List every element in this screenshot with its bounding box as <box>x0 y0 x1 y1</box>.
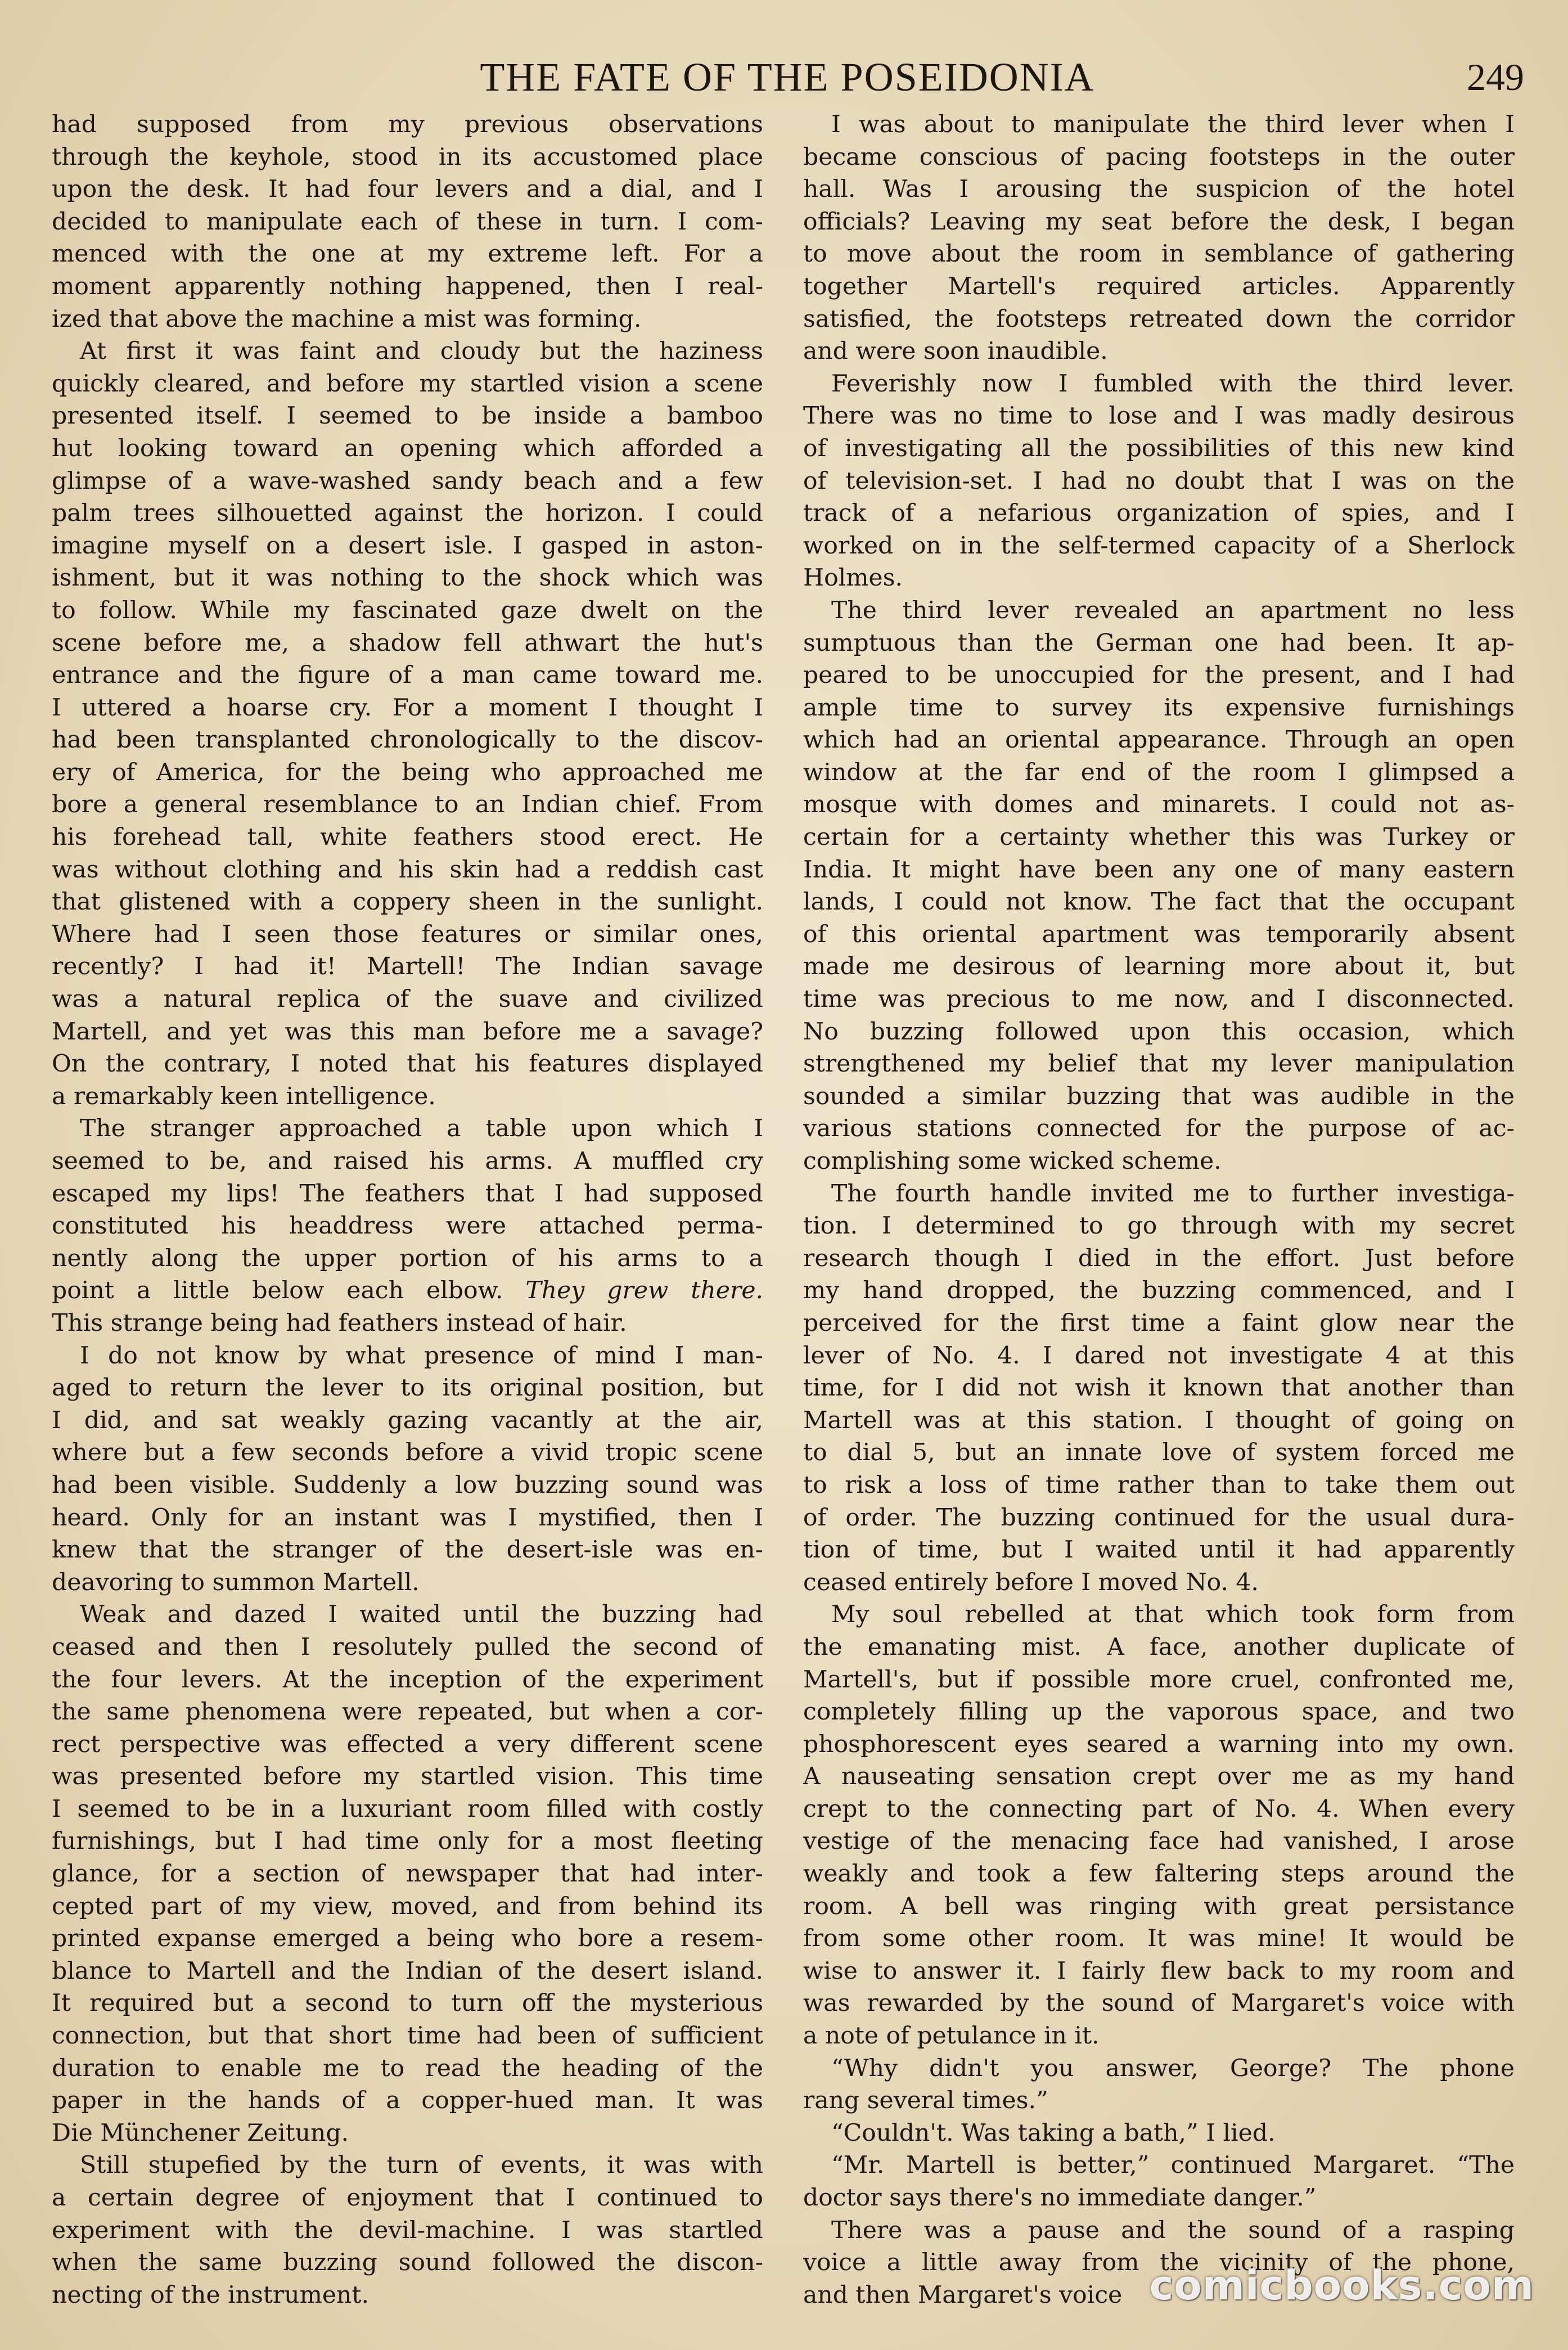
text-line: when the same buzzing sound followed the discon- <box>52 2249 763 2277</box>
text-line: constituted his headdress were attached perma- <box>52 1212 763 1240</box>
text-line: a certain degree of enjoyment that I continued to <box>52 2184 763 2212</box>
text-line: blance to Martell and the Indian of the desert island. <box>52 1957 763 1985</box>
text-line: ized that above the machine a mist was forming. <box>52 305 642 333</box>
text-line: crept to the connecting part of No. 4. When every <box>803 1795 1515 1823</box>
text-line: satisfied, the footsteps retreated down the corridor <box>803 305 1515 333</box>
text-line: hut looking toward an opening which afforded a <box>52 434 763 462</box>
text-line: time, for I did not wish it known that another than <box>803 1374 1515 1402</box>
text-line: to move about the room in semblance of gathering <box>803 240 1515 268</box>
text-line: necting of the instrument. <box>52 2281 369 2309</box>
text-line: nently along the upper portion of his arms to a <box>52 1244 763 1272</box>
text-line: No buzzing followed upon this occasion, which <box>803 1018 1515 1046</box>
text-line: ample time to survey its expensive furnishings <box>803 694 1515 722</box>
text-line: The third lever revealed an apartment no less <box>831 596 1515 624</box>
text-line: glance, for a section of newspaper that had inter- <box>52 1860 763 1888</box>
text-line: was rewarded by the sound of Margaret's voice with <box>803 1989 1515 2018</box>
text-line: scene before me, a shadow fell athwart the hut's <box>52 629 763 657</box>
text-line: time was precious to me now, and I disconnected. <box>803 985 1515 1014</box>
text-line: ceased and then I resolutely pulled the second of <box>52 1633 763 1661</box>
text-line: cepted part of my view, moved, and from behind its <box>52 1892 763 1920</box>
text-line: furnishings, but I had time only for a most fleeting <box>52 1827 763 1856</box>
text-line: imagine myself on a desert isle. I gasped in aston- <box>52 532 763 560</box>
text-line: various stations connected for the purpose of ac- <box>803 1115 1515 1143</box>
text-line: was without clothing and his skin had a reddish cast <box>52 856 763 884</box>
article-title: THE FATE OF THE POSEIDONIA <box>480 55 1095 100</box>
text-line: research though I died in the effort. Just before <box>803 1244 1515 1272</box>
text-line <box>52 1275 763 1307</box>
text-line: the same phenomena were repeated, but when a cor- <box>52 1698 763 1726</box>
text-line: the emanating mist. A face, another duplicate of <box>803 1633 1515 1661</box>
text-line: hall. Was I arousing the suspicion of the hotel <box>803 175 1515 204</box>
text-line: track of a nefarious organization of spies, and I <box>803 499 1515 528</box>
text-line: window at the far end of the room I glimpsed a <box>803 758 1515 786</box>
text-line: tion. I determined to go through with my secret <box>803 1212 1515 1240</box>
text-line: together Martell's required articles. Apparently <box>803 272 1515 300</box>
text-line: heard. Only for an instant was I mystified, then I <box>52 1503 763 1532</box>
text-line: to dial 5, but an innate love of system forced me <box>803 1439 1515 1467</box>
text-line: of investigating all the possibilities of this new kind <box>803 434 1515 462</box>
text-line: decided to manipulate each of these in turn. I com- <box>52 208 763 236</box>
text-line: deavoring to summon Martell. <box>52 1568 420 1596</box>
text-line: weakly and took a few faltering steps around the <box>803 1860 1515 1888</box>
text-line: “Why didn't you answer, George? The phone <box>831 2054 1515 2082</box>
text-line: lands, I could not know. The fact that the occupant <box>803 888 1515 916</box>
text-line: There was no time to lose and I was madly desirous <box>803 402 1515 430</box>
page-number: 249 <box>1467 56 1524 98</box>
text-line: Weak and dazed I waited until the buzzing had <box>80 1601 763 1629</box>
text-line: seemed to be, and raised his arms. A muffled cry <box>52 1147 763 1175</box>
text-line: I do not know by what presence of mind I man- <box>80 1341 763 1370</box>
text-line: palm trees silhouetted against the horizon. I could <box>52 499 763 528</box>
text-line: ceased entirely before I moved No. 4. <box>803 1568 1259 1596</box>
italic-phrase: They grew there. <box>525 1277 763 1305</box>
text-line: The stranger approached a table upon which I <box>80 1115 763 1143</box>
text-line: phosphorescent eyes seared a warning into my own. <box>803 1730 1515 1758</box>
text-line: duration to enable me to read the heading of the <box>52 2054 763 2082</box>
text-line: the four levers. At the inception of the experiment <box>52 1665 763 1694</box>
text-line: knew that the stranger of the desert-isle was en- <box>52 1536 763 1564</box>
running-header <box>0 46 1568 108</box>
text-line: aged to return the lever to its original position, but <box>52 1374 763 1402</box>
text-line: A nauseating sensation crept over me as my hand <box>803 1763 1515 1791</box>
text-line: strengthened my belief that my lever manipulation <box>803 1050 1515 1078</box>
text-line: menced with the one at my extreme left. For a <box>52 240 763 268</box>
text-line: had been transplanted chronologically to the discov- <box>52 726 763 754</box>
text-line: upon the desk. It had four levers and a dial, and I <box>52 175 763 204</box>
text-line: from some other room. It was mine! It would be <box>803 1925 1515 1953</box>
text-line: of this oriental apartment was temporarily absent <box>803 920 1515 948</box>
text-segment: point a little below each elbow. <box>52 1277 503 1305</box>
text-line: ishment, but it was nothing to the shock which was <box>52 564 763 592</box>
left-column <box>52 109 763 2311</box>
text-line: sounded a similar buzzing that was audible in the <box>803 1082 1515 1110</box>
text-line: At first it was faint and cloudy but the haziness <box>80 337 763 366</box>
text-line: I did, and sat weakly gazing vacantly at the air, <box>52 1406 763 1434</box>
text-line: that glistened with a coppery sheen in the sunlight. <box>52 888 763 916</box>
text-line: had been visible. Suddenly a low buzzing sound was <box>52 1471 763 1499</box>
text-line: presented itself. I seemed to be inside a bamboo <box>52 402 763 430</box>
text-line: My soul rebelled at that which took form from <box>831 1601 1515 1629</box>
text-line: to risk a loss of time rather than to take them out <box>803 1471 1515 1499</box>
text-line: entrance and the figure of a man came toward me. <box>52 661 763 690</box>
text-line: a remarkably keen intelligence. <box>52 1082 436 1110</box>
text-line: This strange being had feathers instead of hair. <box>52 1309 627 1337</box>
watermark: comicbooks.com <box>1149 2262 1534 2309</box>
text-line: recently? I had it! Martell! The Indian savage <box>52 953 763 981</box>
text-line: completely filling up the vaporous space, and two <box>803 1698 1515 1726</box>
text-line: officials? Leaving my seat before the desk, I began <box>803 208 1515 236</box>
text-line: “Couldn't. Was taking a bath,” I lied. <box>831 2119 1276 2147</box>
text-line: peared to be unoccupied for the present, and I had <box>803 661 1515 690</box>
text-line: bore a general resemblance to an Indian chief. From <box>52 791 763 819</box>
text-line: tion of time, but I waited until it had apparently <box>803 1536 1515 1564</box>
text-line: rang several times.” <box>803 2087 1048 2115</box>
text-line: had supposed from my previous observations <box>52 111 763 138</box>
text-line: and then Margaret's voice <box>803 2281 1123 2309</box>
text-line: made me desirous of learning more about it, but <box>803 953 1515 981</box>
text-line: certain for a certainty whether this was Turkey or <box>803 823 1515 852</box>
text-line: connection, but that short time had been of sufficient <box>52 2022 763 2050</box>
text-line: Where had I seen those features or similar ones, <box>52 920 763 948</box>
text-line: which had an oriental appearance. Through an open <box>803 726 1515 754</box>
text-line: became conscious of pacing footsteps in the outer <box>803 143 1515 171</box>
text-line: and were soon inaudible. <box>803 337 1108 366</box>
text-line: Martell's, but if possible more cruel, confronted me, <box>803 1665 1515 1694</box>
text-line: my hand dropped, the buzzing commenced, and I <box>803 1277 1515 1305</box>
text-line: vestige of the menacing face had vanished, I arose <box>803 1827 1515 1856</box>
text-line: Still stupefied by the turn of events, it was with <box>80 2151 763 2180</box>
text-line: Die Münchener Zeitung. <box>52 2119 349 2147</box>
text-line: mosque with domes and minarets. I could not as- <box>803 791 1515 819</box>
text-line: to follow. While my fascinated gaze dwelt on the <box>52 596 763 624</box>
right-column <box>803 109 1515 2311</box>
text-line: The fourth handle invited me to further investiga- <box>831 1179 1515 1208</box>
text-line: wise to answer it. I fairly flew back to my room and <box>803 1957 1515 1985</box>
text-line: I uttered a hoarse cry. For a moment I thought I <box>52 694 763 722</box>
text-line: Holmes. <box>803 564 903 592</box>
text-line: moment apparently nothing happened, then I real- <box>52 272 763 300</box>
text-line: Martell was at this station. I thought of going on <box>803 1406 1515 1434</box>
text-line: a note of petulance in it. <box>803 2022 1100 2050</box>
text-line: I was about to manipulate the third lever when I <box>831 111 1515 138</box>
text-line: was a natural replica of the suave and civilized <box>52 985 763 1014</box>
text-line: Martell, and yet was this man before me a savage? <box>52 1018 763 1046</box>
text-line: “Mr. Martell is better,” continued Margaret. “The <box>831 2151 1515 2180</box>
text-line: sumptuous than the German one had been. It ap- <box>803 629 1515 657</box>
text-line: was presented before my startled vision. This time <box>52 1763 763 1791</box>
text-line: printed expanse emerged a being who bore a resem- <box>52 1925 763 1953</box>
text-line: ery of America, for the being who approached me <box>52 758 763 786</box>
text-line: rect perspective was effected a very different scene <box>52 1730 763 1758</box>
text-line: doctor says there's no immediate danger.” <box>803 2184 1317 2212</box>
text-line: complishing some wicked scheme. <box>803 1147 1222 1175</box>
text-line: glimpse of a wave-washed sandy beach and a few <box>52 467 763 495</box>
text-line: There was a pause and the sound of a rasping <box>831 2216 1515 2244</box>
text-line: Feverishly now I fumbled with the third lever. <box>831 370 1515 398</box>
text-line: experiment with the devil-machine. I was startled <box>52 2216 763 2244</box>
text-line: where but a few seconds before a vivid tropic scene <box>52 1439 763 1467</box>
text-line: room. A bell was ringing with great persistance <box>803 1892 1515 1920</box>
text-line: perceived for the first time a faint glow near the <box>803 1309 1515 1337</box>
text-line: quickly cleared, and before my startled vision a scene <box>52 370 763 398</box>
text-line: I seemed to be in a luxuriant room filled with costly <box>52 1795 763 1823</box>
text-line: paper in the hands of a copper-hued man. It was <box>52 2087 763 2115</box>
text-line: It required but a second to turn off the mysterious <box>52 1989 763 2018</box>
text-line: escaped my lips! The feathers that I had supposed <box>52 1179 763 1208</box>
text-line: through the keyhole, stood in its accustomed place <box>52 143 763 171</box>
text-line: On the contrary, I noted that his features displayed <box>52 1050 763 1078</box>
text-line: voice a little away from the vicinity of the phone, <box>803 2249 1515 2277</box>
text-line: of television-set. I had no doubt that I was on the <box>803 467 1515 495</box>
text-line: lever of No. 4. I dared not investigate 4 at this <box>803 1341 1515 1370</box>
text-line: India. It might have been any one of many eastern <box>803 856 1515 884</box>
text-line: worked on in the self-termed capacity of a Sherlock <box>803 532 1515 560</box>
text-line: his forehead tall, white feathers stood erect. He <box>52 823 763 852</box>
text-line: of order. The buzzing continued for the usual dura- <box>803 1503 1515 1532</box>
